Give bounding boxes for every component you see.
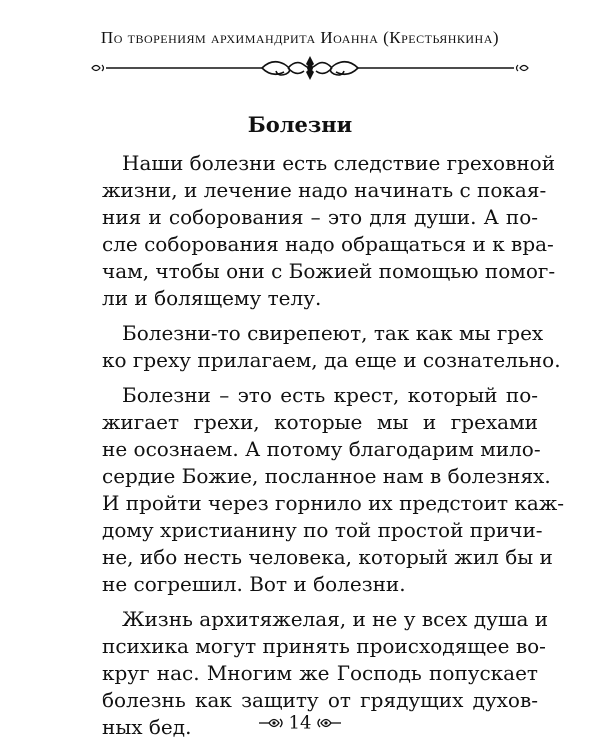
- text-line: круг нас. Многим же Господь попускает: [102, 661, 538, 685]
- text-line: сле соборования надо обращаться и к вра-: [102, 232, 554, 256]
- text-line: Болезни – это есть крест, который по-: [122, 383, 538, 407]
- text-line: не, ибо несть человека, который жил бы и: [102, 545, 553, 569]
- text-line: Болезни-то свирепеют, так как мы грех: [122, 321, 544, 345]
- text-line: сердие Божие, посланное нам в болезнях.: [102, 464, 551, 488]
- page-number: 14: [288, 712, 312, 734]
- text-line: не осознаем. А потому благодарим мило-: [102, 437, 541, 461]
- ornament-left-end: [92, 65, 104, 71]
- footer-ornament-left-icon: [259, 716, 285, 730]
- text-line: дому христианину по той простой причи-: [102, 518, 543, 542]
- page-footer: [0, 712, 600, 734]
- footer-ornament-right-icon: [315, 716, 341, 730]
- paragraph-1: [102, 150, 556, 312]
- text-line: жизни, и лечение надо начинать с покая-: [102, 178, 547, 202]
- header-ornament: [90, 55, 530, 81]
- text-line: болезнь как защиту от грядущих духов-: [102, 688, 538, 712]
- text-line: ных бед.: [102, 715, 192, 739]
- text-line: не согрешил. Вот и болезни.: [102, 572, 406, 596]
- text-line: Жизнь архитяжелая, и не у всех душа и: [122, 607, 549, 631]
- paragraph-2: [102, 320, 561, 374]
- ornament-center-fleuron: [306, 56, 314, 80]
- chapter-title: Болезни: [247, 112, 353, 137]
- text-line: ли и болящему телу.: [102, 286, 322, 310]
- text-line: Наши болезни есть следствие греховной: [122, 151, 556, 175]
- ornament-right-end: [517, 65, 529, 71]
- text-line: психика могут принять происходящее во-: [102, 634, 546, 658]
- running-header: По творениям архимандрита Иоанна (Крестьянкина): [100, 28, 500, 47]
- paragraph-3: [102, 382, 564, 598]
- text-line: чам, чтобы они с Божией помощью помог-: [102, 259, 556, 283]
- body-text: [102, 150, 564, 749]
- text-line: ния и соборования – это для души. А по-: [102, 205, 538, 229]
- text-line: ко греху прилагаем, да еще и сознательно.: [102, 348, 561, 372]
- text-line: жигает грехи, которые мы и грехами: [102, 410, 538, 434]
- text-line: И пройти через горнило их предстоит каж-: [102, 491, 564, 515]
